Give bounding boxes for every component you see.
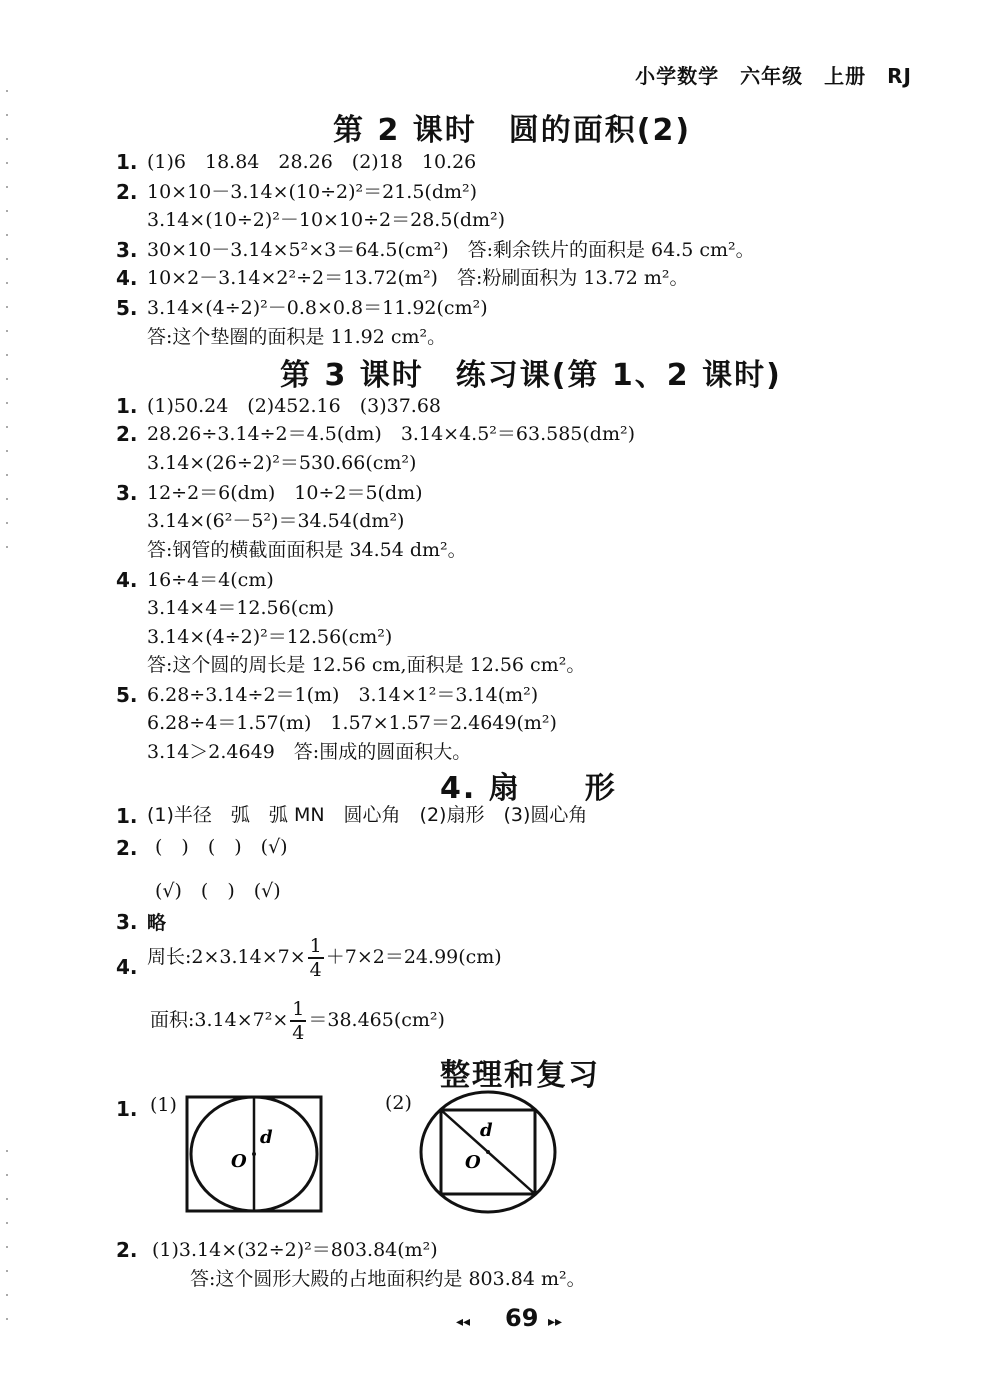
margin-dots — [6, 1150, 8, 1342]
answer-line: 10×2－3.14×2²÷2＝13.72(m²) 答:粉刷面积为 13.72 m²。 — [147, 267, 689, 289]
section-title-lesson3: 第 3 课时 练习课(第 1、2 课时) — [280, 358, 782, 393]
fraction-denominator: 4 — [292, 1022, 305, 1044]
answer-line: 3.14×(4÷2)²－0.8×0.8＝11.92(cm²) — [147, 297, 488, 319]
fraction — [290, 998, 306, 1044]
q-number: 4. — [116, 266, 138, 290]
q-number: 5. — [116, 683, 138, 707]
text: ＝38.465(cm²) — [308, 1009, 445, 1031]
answer-line: 答:这个圆的周长是 12.56 cm,面积是 12.56 cm²。 — [147, 654, 586, 676]
section-title-review: 整理和复习 — [440, 1058, 600, 1093]
book-header: 小学数学 六年级 上册 RJ — [635, 64, 912, 88]
q-number: 4. — [116, 955, 138, 979]
answer-line: (1)半径 弧 弧 MN 圆心角 (2)扇形 (3)圆心角 — [147, 804, 588, 826]
answer-line: 答:这个垫圈的面积是 11.92 cm²。 — [147, 326, 447, 348]
q-number: 1. — [116, 1097, 138, 1121]
answer-line: 3.14＞2.4649 答:围成的圆面积大。 — [147, 741, 472, 763]
q-number: 4. — [116, 568, 138, 592]
answer-line-perimeter — [147, 935, 502, 981]
q-number: 2. — [116, 1238, 138, 1262]
answer-line-area — [150, 998, 445, 1044]
q-number: 2. — [116, 180, 138, 204]
answer-line: 12÷2＝6(dm) 10÷2＝5(dm) — [147, 482, 423, 504]
answer-line: 3.14×4＝12.56(cm) — [147, 597, 335, 619]
q-number: 2. — [116, 836, 138, 860]
text: 面积:3.14×7²× — [150, 1009, 289, 1031]
answer-line: (1)3.14×(32÷2)²＝803.84(m²) — [152, 1239, 438, 1261]
left-arrows-icon: ◂◂ — [456, 1314, 471, 1330]
q-number: 1. — [116, 804, 138, 828]
square-in-circle-figure — [418, 1090, 558, 1214]
section-title-sector: 4. 扇 形 — [440, 771, 617, 806]
answer-line: 6.28÷3.14÷2＝1(m) 3.14×1²＝3.14(m²) — [147, 684, 539, 706]
answer-line: 答:这个圆形大殿的占地面积约是 803.84 m²。 — [190, 1268, 586, 1290]
text: 周长:2×3.14×7× — [147, 946, 306, 968]
fraction-numerator: 1 — [309, 935, 322, 957]
margin-dots — [6, 90, 8, 570]
q-number: 5. — [116, 296, 138, 320]
answer-line: 3.14×(4÷2)²＝12.56(cm²) — [147, 626, 393, 648]
diameter-label: d — [260, 1127, 273, 1148]
answer-line: 16÷4＝4(cm) — [147, 569, 274, 591]
answer-line: 3.14×(6²－5²)＝34.54(dm²) — [147, 510, 405, 532]
figure-label-2: (2) — [385, 1092, 412, 1114]
fraction-numerator: 1 — [292, 998, 305, 1020]
q-number: 1. — [116, 394, 138, 418]
answer-line: 略 — [147, 912, 167, 934]
answer-line: (√) ( ) (√) — [155, 880, 281, 902]
page-number: 69 — [505, 1304, 539, 1332]
q-number: 3. — [116, 481, 138, 505]
answer-line: 28.26÷3.14÷2＝4.5(dm) 3.14×4.5²＝63.585(dm²) — [147, 423, 636, 445]
answer-line: (1)50.24 (2)452.16 (3)37.68 — [147, 395, 442, 417]
q-number: 3. — [116, 910, 138, 934]
text: ＋7×2＝24.99(cm) — [325, 946, 502, 968]
answer-line: ( ) ( ) (√) — [155, 836, 288, 858]
center-point — [252, 1152, 256, 1156]
answer-line: 3.14×(10÷2)²－10×10÷2＝28.5(dm²) — [147, 209, 506, 231]
answer-line: (1)6 18.84 28.26 (2)18 10.26 — [147, 151, 477, 173]
circle-in-square-figure — [185, 1095, 325, 1215]
center-point — [486, 1150, 490, 1154]
answer-line: 3.14×(26÷2)²＝530.66(cm²) — [147, 452, 417, 474]
q-number: 2. — [116, 422, 138, 446]
fraction-denominator: 4 — [309, 959, 322, 981]
answer-line: 答:钢管的横截面面积是 34.54 dm²。 — [147, 539, 467, 561]
figure-label-1: (1) — [150, 1094, 177, 1116]
answer-line: 30×10－3.14×5²×3＝64.5(cm²) 答:剩余铁片的面积是 64.5 cm²。 — [147, 239, 755, 261]
answer-line: 6.28÷4＝1.57(m) 1.57×1.57＝2.4649(m²) — [147, 712, 557, 734]
fraction — [308, 935, 324, 981]
center-label: O — [231, 1151, 247, 1172]
section-title-lesson2: 第 2 课时 圆的面积(2) — [333, 113, 692, 148]
center-label: O — [465, 1152, 481, 1173]
q-number: 1. — [116, 150, 138, 174]
diameter-label: d — [480, 1120, 493, 1141]
answer-line: 10×10－3.14×(10÷2)²＝21.5(dm²) — [147, 181, 478, 203]
q-number: 3. — [116, 238, 138, 262]
right-arrows-icon: ▸▸ — [548, 1314, 563, 1330]
